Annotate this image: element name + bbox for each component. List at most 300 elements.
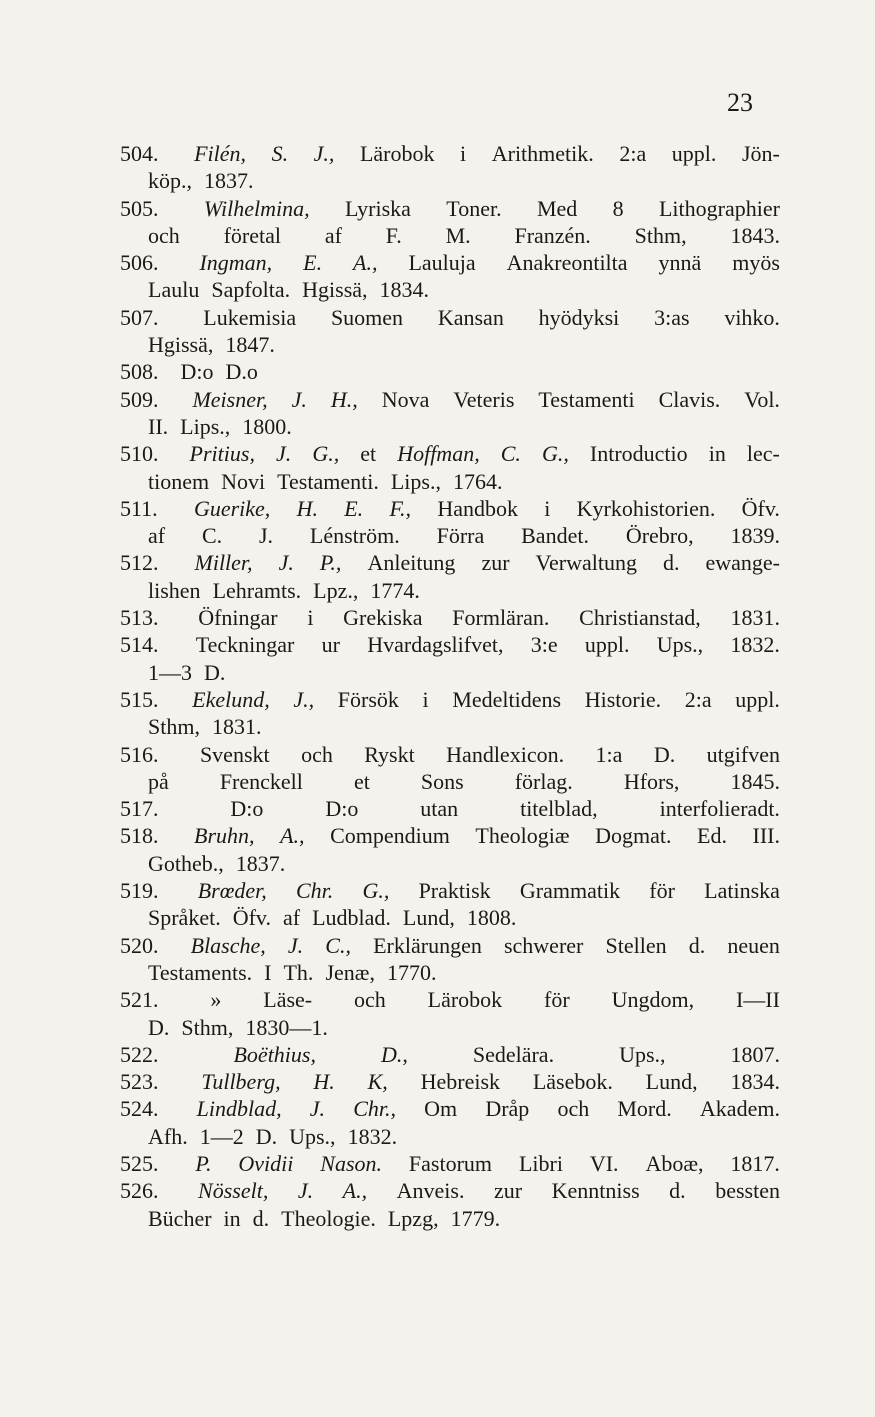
entry-word: Sons — [420, 768, 464, 794]
entry-word: Erklärungen — [373, 932, 482, 958]
entry-word: 1845. — [730, 768, 780, 794]
catalog-entry — [120, 1068, 780, 1095]
entry-word: lishen — [148, 577, 201, 603]
entry-word: zur — [494, 1178, 523, 1204]
entry-word: Frenckell — [219, 768, 303, 794]
entry-word: III. — [752, 823, 780, 849]
entry-continuation-line — [120, 331, 780, 358]
entry-word: 1800. — [242, 413, 292, 439]
entry-continuation-line — [120, 413, 780, 440]
author-word: Lindblad, — [196, 1096, 282, 1122]
entry-word: schwerer — [503, 932, 584, 958]
entry-continuation-line — [120, 713, 780, 740]
entry-number: 513. — [120, 605, 159, 631]
entry-word: hyödyksi — [538, 304, 620, 330]
entry-word: Ungdom, — [611, 987, 695, 1013]
entry-word: 1:a — [595, 741, 623, 767]
entry-word: d. — [688, 932, 706, 958]
entry-word: 2:a — [684, 686, 712, 712]
entry-word: Arithmetik. — [491, 141, 594, 166]
entry-word: Lithographier — [658, 195, 780, 221]
entry-word: 1847. — [225, 332, 275, 358]
entry-number: 510. — [120, 441, 159, 467]
entry-continuation-line — [120, 577, 780, 604]
entry-word: Medeltidens — [452, 686, 562, 712]
entry-word: Hgissä, — [148, 332, 214, 358]
entry-continuation-line — [120, 904, 780, 931]
entry-word: Suomen — [330, 304, 404, 330]
entry-word: Kansan — [437, 304, 504, 330]
entry-word: C. — [201, 523, 223, 549]
entry-word: d. — [669, 1178, 686, 1204]
entry-word: 1779. — [450, 1205, 501, 1231]
entry-word: D:o — [325, 796, 359, 822]
entry-word: Toner. — [446, 195, 502, 221]
entry-word: och — [148, 222, 180, 248]
author-word: F., — [389, 495, 412, 521]
entry-word: Theologie. — [281, 1205, 376, 1231]
entry-continuation-line — [120, 959, 780, 986]
entry-word: Handbok — [437, 495, 518, 521]
entry-word: Ups., — [656, 632, 704, 658]
catalog-entry — [120, 686, 780, 741]
entry-word: M. — [445, 222, 471, 248]
entry-word: zur — [481, 550, 510, 576]
entry-word: Hfors, — [623, 768, 680, 794]
entry-word: Örebro, — [625, 523, 694, 549]
catalog-entry — [120, 932, 780, 987]
entry-word: uppl. — [735, 686, 780, 712]
entry-word: Lehramts. — [212, 577, 302, 603]
author-word: S. — [271, 141, 289, 166]
entry-continuation-line — [120, 222, 780, 249]
entry-word: I—II — [735, 987, 780, 1013]
entry-number: 522. — [120, 1041, 159, 1067]
entry-number: 504. — [120, 141, 159, 166]
catalog-entry — [120, 386, 780, 441]
entry-word: Sthm, — [634, 222, 687, 248]
entry-word: Verwaltung — [535, 550, 637, 576]
entry-word: titelblad, — [520, 796, 598, 822]
entry-word: Testaments. — [148, 959, 253, 985]
entry-word: Sthm, — [181, 1014, 234, 1040]
author-word: J. — [287, 932, 304, 958]
entry-word: 1—3 — [148, 659, 192, 685]
entry-word: i — [422, 686, 429, 712]
entry-word: Theologiæ — [475, 823, 570, 849]
author-word: J., — [293, 686, 315, 712]
entry-word: Lips., — [180, 413, 231, 439]
entry-word: Anleitung — [367, 550, 456, 576]
entry-word: Lund, — [645, 1069, 698, 1095]
entry-word: Hvardagslifvet, — [367, 632, 504, 658]
entry-word: Sedelära. — [472, 1041, 555, 1067]
entry-word: VI. — [589, 1150, 619, 1176]
entry-continuation-line — [120, 522, 780, 549]
author-word: Brœder, — [197, 878, 267, 904]
entry-word: för — [544, 987, 570, 1013]
entry-number: 516. — [120, 741, 159, 767]
author-word: J. — [297, 1178, 314, 1204]
entry-word: 1831. — [211, 714, 262, 740]
entry-word: Med — [536, 195, 578, 221]
author-word: Wilhelmina, — [203, 195, 310, 221]
entry-word: Öfningar — [198, 605, 278, 631]
entry-word: J. — [259, 523, 274, 549]
entry-continuation-line — [120, 167, 780, 194]
entry-word: Lyriska — [344, 195, 411, 221]
entry-number: 508. — [120, 359, 159, 385]
author-word: Miller, — [194, 550, 253, 576]
entry-word: Sapfolta. — [211, 277, 291, 303]
entry-number: 509. — [120, 386, 159, 412]
entry-number: 505. — [120, 195, 159, 221]
entry-word: Lauluja — [408, 250, 476, 276]
entry-number: 519. — [120, 878, 159, 904]
entry-word: 3:as — [654, 304, 690, 330]
entry-word: in — [708, 441, 726, 467]
entry-word: D:o — [180, 359, 214, 385]
entry-word: Anveis. — [396, 1178, 465, 1204]
entry-line — [120, 195, 780, 222]
catalog-entry — [120, 741, 780, 796]
entry-line — [120, 1150, 780, 1177]
entry-word: Bücher — [148, 1205, 212, 1231]
entry-word: Hebreisk — [420, 1069, 501, 1095]
entry-word: neuen — [727, 932, 780, 958]
entry-line — [120, 549, 780, 576]
entry-word: förlag. — [514, 768, 573, 794]
author-word: A., — [342, 1178, 368, 1204]
entry-word: Öfv. — [232, 905, 271, 931]
entry-word: Försök — [337, 686, 399, 712]
entry-word: Lpzg, — [387, 1205, 439, 1231]
entry-word: och — [353, 987, 386, 1013]
entry-word: Ryskt — [364, 741, 415, 767]
entry-word: 1832. — [730, 632, 780, 658]
entry-number: 517. — [120, 796, 159, 822]
author-word: C., — [325, 932, 351, 958]
entry-number: 511. — [120, 495, 158, 521]
author-word: Bruhn, — [194, 823, 255, 849]
entry-line — [120, 877, 780, 904]
author-word: P., — [319, 550, 342, 576]
author-word: Hoffman, — [397, 441, 480, 467]
entry-word: D.o — [225, 359, 258, 385]
catalog-entry — [120, 822, 780, 877]
author-word: Ingman, — [199, 250, 273, 276]
entry-word: 1770. — [386, 959, 437, 985]
catalog-entry — [120, 1150, 780, 1177]
author-word: G., — [362, 878, 390, 904]
author-word: Pritius, — [189, 441, 255, 467]
entry-number: 507. — [120, 304, 159, 330]
entry-word: 1807. — [730, 1041, 780, 1067]
entry-word: Ups., — [619, 1041, 666, 1067]
entry-word: Läse- — [263, 987, 313, 1013]
entry-continuation-line — [120, 768, 780, 795]
entry-word: 8 — [612, 195, 624, 221]
entry-line — [120, 249, 780, 276]
entry-word: 2:a — [619, 141, 647, 166]
entry-line — [120, 795, 780, 822]
entry-word: utan — [420, 796, 459, 822]
entry-word: på — [148, 768, 169, 794]
author-word: A., — [353, 250, 378, 276]
entry-line — [120, 440, 780, 467]
entry-line — [120, 304, 780, 331]
entry-word: Lips., — [390, 468, 441, 494]
author-word: Nösselt, — [198, 1178, 269, 1204]
entry-line — [120, 495, 780, 522]
author-word: E. — [344, 495, 364, 521]
entry-word: Aboæ, — [645, 1150, 704, 1176]
author-word: J., — [313, 141, 335, 166]
author-word: H. — [296, 495, 318, 521]
entry-word: Anakreontilta — [506, 250, 628, 276]
entry-line — [120, 358, 780, 385]
entry-word: d. — [252, 1205, 270, 1231]
author-word: G., — [541, 441, 569, 467]
entry-word: 1837. — [235, 850, 286, 876]
entry-word: Latinska — [704, 878, 780, 904]
entry-word: Kyrkohistorien. — [576, 495, 716, 521]
entry-word: Testamenti — [538, 386, 635, 412]
entry-line — [120, 986, 780, 1013]
entry-word: Grammatik — [519, 878, 621, 904]
entry-word: Språket. — [148, 905, 221, 931]
entry-word: i — [460, 141, 467, 166]
entry-line — [120, 631, 780, 658]
entry-word: Öfv. — [741, 495, 780, 521]
author-word: Ekelund, — [192, 686, 270, 712]
entry-word: myös — [732, 250, 780, 276]
entry-continuation-line — [120, 850, 780, 877]
author-word: H., — [330, 386, 358, 412]
entry-word: Förra — [436, 523, 485, 549]
catalog-entry — [120, 604, 780, 631]
entry-word: Afh. — [148, 1123, 188, 1149]
entry-number: 518. — [120, 823, 159, 849]
entry-word: ur — [321, 632, 340, 658]
entry-continuation-line — [120, 1123, 780, 1150]
entry-word: bessten — [715, 1178, 780, 1204]
entry-word: 1764. — [452, 468, 503, 494]
entry-line — [120, 1177, 780, 1204]
author-word: K, — [367, 1069, 388, 1095]
entry-word: D. — [255, 1123, 278, 1149]
entry-word: Grekiska — [343, 605, 423, 631]
entry-continuation-line — [120, 1014, 780, 1041]
author-word: E. — [303, 250, 323, 276]
entry-word: Lärobok — [359, 141, 435, 166]
entry-word: Dogmat. — [595, 823, 672, 849]
entry-word: Veteris — [453, 386, 515, 412]
entry-continuation-line — [120, 468, 780, 495]
entry-word: Sthm, — [148, 714, 200, 740]
entry-word: Ed. — [697, 823, 727, 849]
entry-word: Teckningar — [195, 632, 295, 658]
author-word: H. — [313, 1069, 335, 1095]
entry-word: interfolieradt. — [659, 796, 780, 822]
catalog-entry — [120, 304, 780, 359]
author-word: J. — [309, 1096, 326, 1122]
entry-word: Kenntniss — [551, 1178, 640, 1204]
entry-word: Lund, — [402, 905, 455, 931]
catalog-entry — [120, 358, 780, 385]
catalog-entry — [120, 249, 780, 304]
entry-number: 521. — [120, 987, 159, 1013]
entry-line — [120, 741, 780, 768]
entry-word: Formläran. — [452, 605, 550, 631]
author-word: Nason. — [320, 1150, 383, 1176]
catalog-entry — [120, 140, 780, 195]
author-word: J. — [291, 386, 307, 412]
entry-word: köp., — [148, 168, 192, 194]
entry-word: 3:e — [530, 632, 558, 658]
entry-word: Dråp — [485, 1096, 530, 1122]
entry-word: Franzén. — [514, 222, 591, 248]
entry-word: 1774. — [370, 577, 420, 603]
catalog-entry — [120, 549, 780, 604]
entry-continuation-line — [120, 1205, 780, 1232]
entry-word: 1834. — [730, 1069, 780, 1095]
catalog-entry — [120, 1095, 780, 1150]
entry-word: 1830—1. — [245, 1014, 328, 1040]
entry-word: Ups., — [289, 1123, 336, 1149]
entry-word: ewange- — [705, 550, 780, 576]
entry-word: Akadem. — [699, 1096, 780, 1122]
entry-number: 524. — [120, 1096, 159, 1122]
entry-word: Lukemisia — [203, 304, 297, 330]
entry-word: Om — [424, 1096, 458, 1122]
entry-word: Novi — [221, 468, 266, 494]
entry-word: 1839. — [730, 523, 780, 549]
entry-word: I — [264, 959, 272, 985]
entry-word: Ludblad. — [312, 905, 391, 931]
entry-word: och — [301, 741, 333, 767]
entry-line — [120, 386, 780, 413]
entry-word: in — [223, 1205, 241, 1231]
entry-word: F. — [385, 222, 402, 248]
author-word: J. — [276, 441, 292, 467]
entry-word: Compendium — [330, 823, 450, 849]
entry-word: Lärobok — [427, 987, 503, 1013]
entry-word: Nova — [381, 386, 430, 412]
entry-word: et — [360, 441, 377, 467]
entry-word: 1843. — [730, 222, 780, 248]
author-word: J. — [278, 550, 294, 576]
entry-word: Laulu — [148, 277, 200, 303]
catalog-entry — [120, 877, 780, 932]
author-word: C. — [500, 441, 521, 467]
catalog-entry — [120, 1177, 780, 1232]
entry-word: Fastorum — [408, 1150, 493, 1176]
entry-word: af — [148, 523, 166, 549]
entry-number: 525. — [120, 1150, 159, 1176]
entry-word: tionem — [148, 468, 210, 494]
entry-word: i — [307, 605, 314, 631]
entry-word: D:o — [230, 796, 264, 822]
author-word: D., — [380, 1041, 408, 1067]
entry-word: Introductio — [589, 441, 688, 467]
entry-line — [120, 686, 780, 713]
entry-line — [120, 822, 780, 849]
entry-line — [120, 140, 780, 167]
entry-word: 1808. — [466, 905, 517, 931]
entry-word: 1832. — [347, 1123, 398, 1149]
entry-word: » — [210, 987, 222, 1013]
entry-word: och — [557, 1096, 590, 1122]
entry-word: Mord. — [617, 1096, 672, 1122]
entry-number: 515. — [120, 686, 159, 712]
author-word: Chr. — [295, 878, 334, 904]
entry-word: Lénström. — [309, 523, 400, 549]
entry-word: Svenskt — [199, 741, 270, 767]
entry-word: Gotheb., — [148, 850, 224, 876]
catalog-entry — [120, 1041, 780, 1068]
author-word: P. — [195, 1150, 212, 1176]
author-word: Tullberg, — [201, 1069, 281, 1095]
entry-word: lec- — [746, 441, 780, 467]
author-word: Chr., — [353, 1096, 396, 1122]
catalog-entry — [120, 795, 780, 822]
entry-word: Stellen — [605, 932, 667, 958]
entry-word: Lpz., — [313, 577, 359, 603]
entry-word: Libri — [518, 1150, 563, 1176]
entry-word: D. — [148, 1014, 170, 1040]
author-word: Filén, — [194, 141, 246, 166]
catalog-entry — [120, 440, 780, 495]
entry-continuation-line — [120, 659, 780, 686]
entry-word: D. — [204, 659, 226, 685]
entry-word: uppl. — [671, 141, 717, 166]
entry-line — [120, 604, 780, 631]
author-word: Ovidii — [238, 1150, 294, 1176]
entry-line — [120, 1068, 780, 1095]
author-word: Meisner, — [192, 386, 268, 412]
entry-word: 1837. — [204, 168, 254, 194]
author-word: G., — [312, 441, 340, 467]
author-word: Boëthius, — [233, 1041, 316, 1067]
entry-word: et — [353, 768, 370, 794]
entry-word: Bandet. — [521, 523, 589, 549]
entry-word: 1831. — [730, 605, 780, 631]
entry-word: vihko. — [724, 304, 780, 330]
entry-word: Testamenti. — [277, 468, 379, 494]
entry-word: ynnä — [658, 250, 702, 276]
entry-word: d. — [662, 550, 680, 576]
entry-word: företal — [223, 222, 281, 248]
entry-number: 514. — [120, 632, 159, 658]
author-word: Guerike, — [193, 495, 271, 521]
entry-word: Hgissä, — [302, 277, 368, 303]
catalog-entry — [120, 495, 780, 550]
entry-word: uppl. — [584, 632, 630, 658]
entry-word: Christianstad, — [579, 605, 701, 631]
entry-word: för — [649, 878, 675, 904]
entry-word: af — [283, 905, 301, 931]
entry-word: Praktisk — [418, 878, 491, 904]
entry-number: 506. — [120, 250, 159, 276]
entry-word: D. — [653, 741, 676, 767]
entry-word: 1817. — [730, 1150, 780, 1176]
entry-word: 1834. — [379, 277, 430, 303]
entry-word: Jön- — [741, 141, 780, 166]
catalog-entries — [120, 140, 780, 1232]
entry-line — [120, 1041, 780, 1068]
entry-continuation-line — [120, 276, 780, 303]
